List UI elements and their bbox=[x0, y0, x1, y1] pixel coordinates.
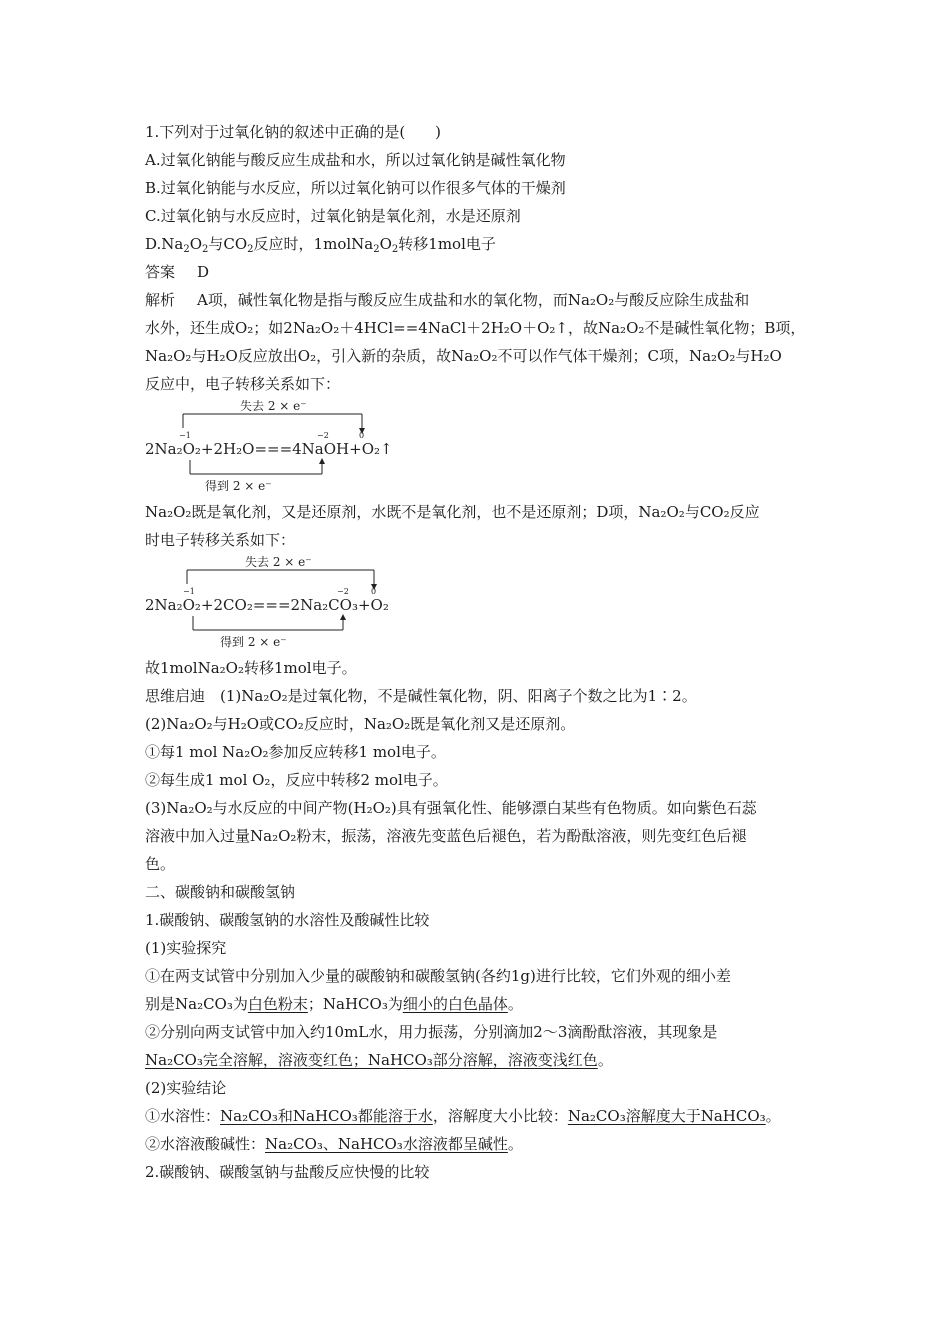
electron-transfer-diagram-1 bbox=[145, 398, 815, 498]
thinking-line-6: 溶液中加入过量Na₂O₂粉末，振荡，溶液先变蓝色后褪色，若为酚酞溶液，则先变红色后褪 bbox=[145, 827, 747, 845]
equation-2: 2Na₂O₂+2CO₂===2Na₂CO₃+O₂ bbox=[145, 596, 389, 614]
experiment-2-line-2: Na₂CO₃完全溶解，溶液变红色；NaHCO₃部分溶解，溶液变浅红色。 bbox=[145, 1051, 613, 1069]
option-d: $D.Na_2O_2$与$CO_2$反应时，$1molNa_2O_2$转移1mol电子 bbox=[145, 235, 496, 255]
lose-electrons-label-2: 失去 2 × e⁻ bbox=[245, 555, 312, 569]
conclusion-2: ②水溶液酸碱性：Na₂CO₃、NaHCO₃水溶液都呈碱性。 bbox=[145, 1135, 523, 1153]
ox-state-o2-2: 0 bbox=[371, 587, 377, 596]
blank-answer-1: 白色粉末 bbox=[247, 995, 308, 1013]
thinking-line-7: 色。 bbox=[145, 855, 176, 873]
option-a: A.过氧化钠能与酸反应生成盐和水，所以过氧化钠是碱性氧化物 bbox=[145, 151, 566, 169]
ox-state-o-hydroxide: −2 bbox=[317, 431, 329, 440]
experiment-heading: (1)实验探究 bbox=[145, 939, 227, 957]
blank-answer-3: Na₂CO₃完全溶解，溶液变红色；NaHCO₃部分溶解，溶液变浅红色 bbox=[145, 1051, 598, 1069]
ox-state-o-carbonate: −2 bbox=[337, 587, 349, 596]
analysis-line-1: 解析 A项，碱性氧化物是指与酸反应生成盐和水的氧化物，而Na₂O₂与酸反应除生成盐和 bbox=[145, 291, 750, 309]
thinking-line-5: (3)Na₂O₂与水反应的中间产物(H₂O₂)具有强氧化性、能够漂白某些有色物质。如向紫色石蕊 bbox=[145, 799, 757, 817]
analysis-line-6: 时电子转移关系如下： bbox=[145, 531, 296, 549]
analysis-line-5: Na₂O₂既是氧化剂，又是还原剂，水既不是氧化剂，也不是还原剂；D项，Na₂O₂与CO₂反应 bbox=[145, 503, 760, 521]
option-b: B.过氧化钠能与水反应，所以过氧化钠可以作很多气体的干燥剂 bbox=[145, 179, 566, 197]
analysis-line-2: 水外，还生成O₂；如2Na₂O₂＋4HCl==4NaCl＋2H₂O＋O₂↑，故Na₂O₂不是碱性氧化物；B项， bbox=[145, 319, 806, 337]
analysis-line-7: 故1molNa₂O₂转移1mol电子。 bbox=[145, 659, 357, 677]
thinking-line-3: ①每1 mol Na₂O₂参加反应转移1 mol电子。 bbox=[145, 743, 446, 761]
conclusion-heading: (2)实验结论 bbox=[145, 1079, 227, 1097]
subsection-1-title: 1.碳酸钠、碳酸氢钠的水溶性及酸碱性比较 bbox=[145, 911, 430, 929]
option-c: C.过氧化钠与水反应时，过氧化钠是氧化剂，水是还原剂 bbox=[145, 207, 521, 225]
analysis-line-3: Na₂O₂与H₂O反应放出O₂，引入新的杂质，故Na₂O₂不可以作气体干燥剂；C项，Na₂O₂与H₂O bbox=[145, 347, 782, 365]
lose-electrons-label: 失去 2 × e⁻ bbox=[240, 399, 307, 413]
document-body bbox=[145, 118, 815, 1186]
blank-answer-2: 细小的白色晶体 bbox=[402, 995, 508, 1013]
thinking-line-2: (2)Na₂O₂与H₂O或CO₂反应时，Na₂O₂既是氧化剂又是还原剂。 bbox=[145, 715, 576, 733]
blank-answer-4: Na₂CO₃和NaHCO₃都能溶于水 bbox=[220, 1107, 433, 1125]
gain-electrons-label-2: 得到 2 × e⁻ bbox=[220, 635, 287, 649]
answer-line: 答案 D bbox=[145, 263, 210, 281]
experiment-1-line-2: 别是Na₂CO₃为白色粉末；NaHCO₃为细小的白色晶体。 bbox=[145, 995, 523, 1013]
blank-answer-5: Na₂CO₃溶解度大于NaHCO₃ bbox=[567, 1107, 766, 1125]
question-stem: 1.下列对于过氧化钠的叙述中正确的是( ) bbox=[145, 123, 442, 141]
equation-1: 2Na₂O₂+2H₂O===4NaOH+O₂↑ bbox=[145, 440, 393, 458]
ox-state-o-peroxide: −1 bbox=[179, 431, 191, 440]
thinking-line-4: ②每生成1 mol O₂，反应中转移2 mol电子。 bbox=[145, 771, 448, 789]
section-title: 二、碳酸钠和碳酸氢钠 bbox=[145, 883, 296, 901]
thinking-line-1: 思维启迪 (1)Na₂O₂是过氧化物，不是碱性氧化物，阴、阳离子个数之比为1∶2。 bbox=[145, 687, 697, 705]
gain-electrons-label: 得到 2 × e⁻ bbox=[205, 479, 272, 493]
electron-transfer-diagram-2 bbox=[145, 554, 815, 654]
analysis-line-4: 反应中，电子转移关系如下： bbox=[145, 375, 341, 393]
conclusion-1: ①水溶性：Na₂CO₃和NaHCO₃都能溶于水，溶解度大小比较：Na₂CO₃溶解度大于NaHCO₃。 bbox=[145, 1107, 781, 1125]
experiment-1-line-1: ①在两支试管中分别加入少量的碳酸钠和碳酸氢钠(各约1g)进行比较，它们外观的细小差 bbox=[145, 967, 731, 985]
blank-answer-6: Na₂CO₃、NaHCO₃水溶液都呈碱性 bbox=[265, 1135, 508, 1153]
experiment-2-line-1: ②分别向两支试管中加入约10mL水，用力振荡，分别滴加2～3滴酚酞溶液，其现象是 bbox=[145, 1023, 718, 1041]
subsection-2-title: 2.碳酸钠、碳酸氢钠与盐酸反应快慢的比较 bbox=[145, 1163, 430, 1181]
ox-state-o2: 0 bbox=[359, 431, 365, 440]
ox-state-o-peroxide-2: −1 bbox=[183, 587, 195, 596]
